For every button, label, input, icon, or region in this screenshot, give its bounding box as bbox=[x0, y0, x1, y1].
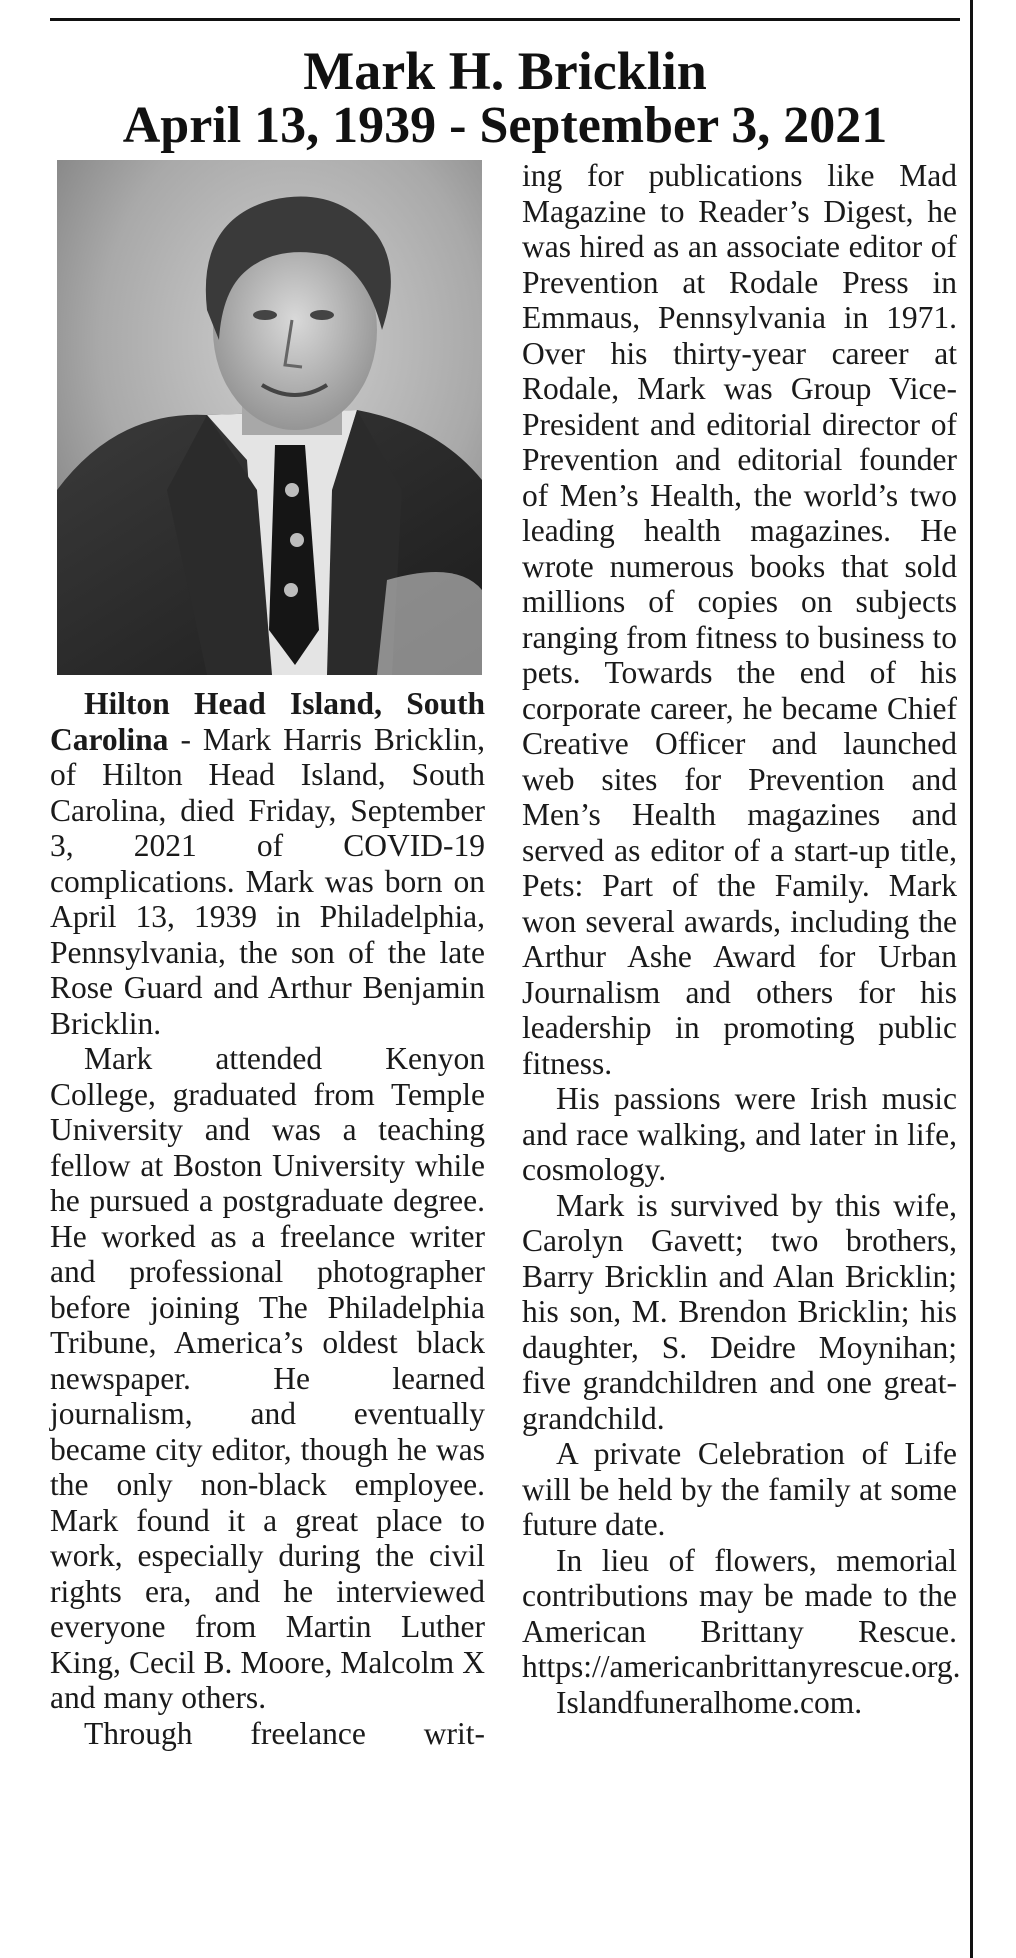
paragraph-career-mid: ing for publications like Mad Magazine to Reader’s Digest, he was hired as an associate editor of Prevention at Rodale Press in Emmaus, Pennsylvania in 1971. Over his thirty-year career at Rodale, Mark was Group Vice-President and editorial director of Prevention and editorial founder of Men’s Health, the world’s two leading health magazines. He wrote numerous books that sold millions of copies on subjects ranging from fitness to business to pets. Towards the end of his corporate career, he became Chief Creative Officer and launched web sites for Prevention and Men’s Health magazines and served as editor of a start-up title, Pets: Part of the Family. Mark won several awards, including the Arthur Ashe Award for Urban Journalism and others for his leadership in promoting public fitness. bbox=[522, 158, 957, 1081]
paragraph-intro bbox=[50, 686, 485, 1041]
paragraph-memorial: In lieu of flowers, memorial contributions may be made to the American Brittany Rescue. https://americanbrittanyrescue.org. bbox=[522, 1542, 961, 1684]
paragraph-survivors: Mark is survived by this wife, Carolyn Gavett; two brothers, Barry Bricklin and Alan Bricklin; his son, M. Brendon Bricklin; his daughter, S. Deidre Moynihan; five grandchildren and one great-grandchild. bbox=[522, 1187, 957, 1436]
dateline: Hilton Head Island, South Carolina bbox=[50, 686, 485, 757]
paragraph-celebration: A private Celebration of Life will be held by the family at some future date. bbox=[522, 1436, 957, 1542]
top-divider bbox=[50, 18, 960, 21]
right-column bbox=[522, 158, 961, 1720]
funeral-home-link[interactable]: Islandfuneralhome.com. bbox=[556, 1684, 863, 1720]
paragraph-intro-body: - Mark Harris Bricklin, of Hilton Head Island, South Carolina, died Friday, September 3, 2021 of COVID-19 complications. Mark was born on April 13, 1939 in Philadelphia, Pennsylvania, the son of the late Rose Guard and Arthur Benjamin Bricklin. bbox=[50, 721, 485, 1041]
paragraph-career-mid-start: Through freelance writ- bbox=[84, 1715, 485, 1751]
portrait-photo bbox=[57, 160, 482, 675]
column-divider bbox=[970, 0, 973, 1958]
left-column bbox=[50, 686, 485, 1751]
obituary-name: Mark H. Bricklin bbox=[303, 41, 707, 101]
paragraph-career-early: Mark attended Kenyon College, graduated from Temple University and was a teaching fellow at Boston University while he pursued a postgraduate degree. He worked as a freelance writer and professional photographer before joining The Philadelphia Tribune, America’s oldest black newspaper. He learned journalism, and eventually became city editor, though he was the only non-black employee. Mark found it a great place to work, especially during the civil rights era, and he interviewed everyone from Martin Luther King, Cecil B. Moore, Malcolm X and many others. bbox=[50, 1041, 485, 1715]
paragraph-passions: His passions were Irish music and race walking, and later in life, cosmology. bbox=[522, 1081, 957, 1187]
obituary-dates: April 13, 1939 - September 3, 2021 bbox=[122, 97, 888, 154]
